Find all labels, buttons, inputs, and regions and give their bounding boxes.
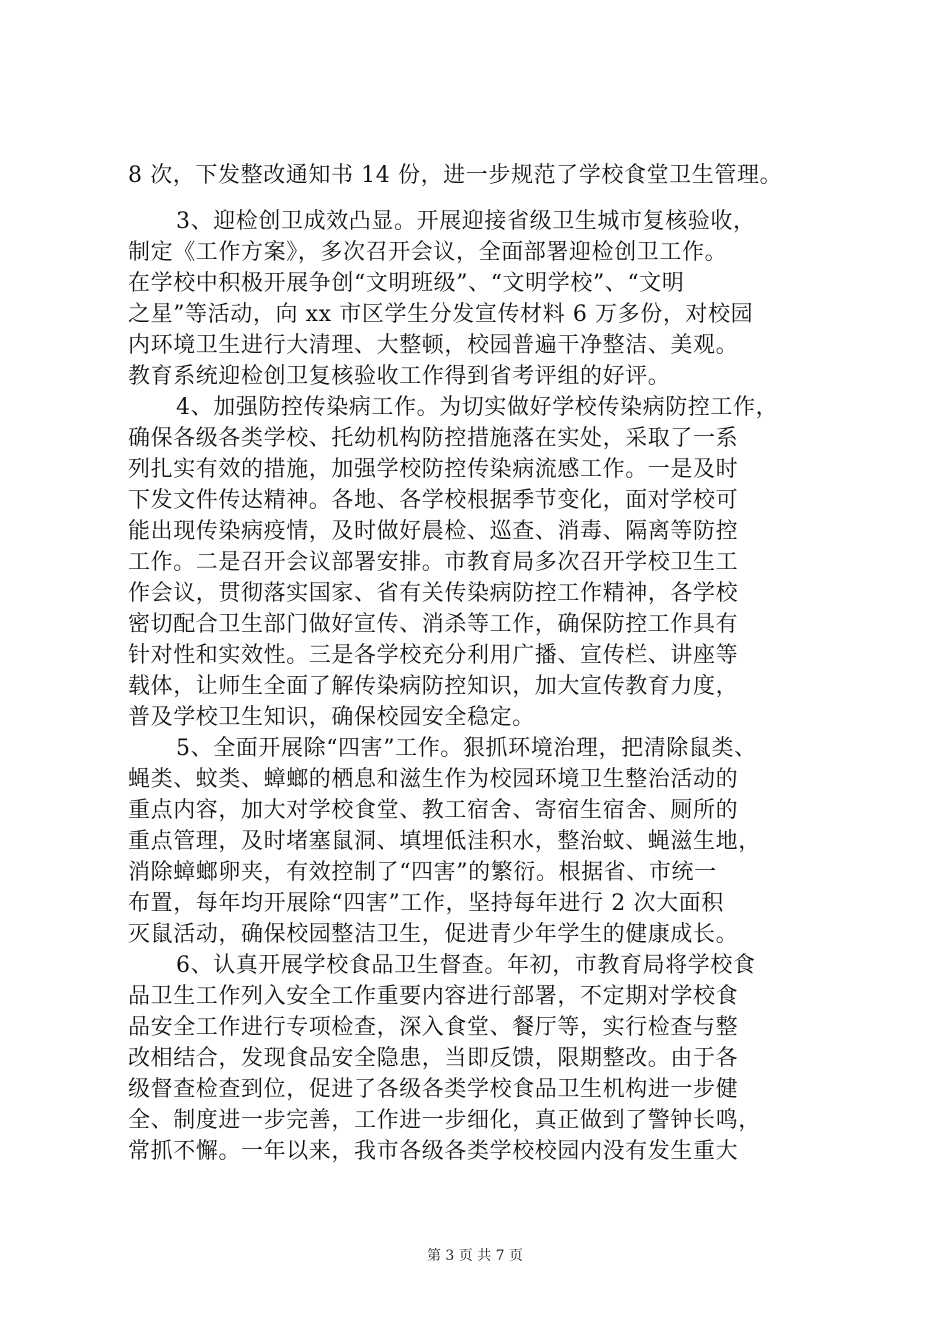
text-line: 重点内容，加大对学校食堂、教工宿舍、寄宿生宿舍、厕所的: [128, 798, 739, 823]
text-line: 确保各级各类学校、托幼机构防控措施落在实处，采取了一系: [128, 426, 739, 451]
paragraph-4-start: 4、加强防控传染病工作。为切实做好学校传染病防控工作，: [176, 395, 779, 420]
text-line: 消除蟑螂卵夹，有效控制了“四害”的繁衍。根据省、市统一: [128, 860, 717, 885]
text-line: 灭鼠活动，确保校园整洁卫生，促进青少年学生的健康成长。: [128, 922, 739, 947]
text-line: 改相结合，发现食品安全隐患，当即反馈，限期整改。由于各: [128, 1046, 739, 1071]
text-line: 载体，让师生全面了解传染病防控知识，加大宣传教育力度，: [128, 674, 739, 699]
paragraph-6-start: 6、认真开展学校食品卫生督查。年初，市教育局将学校食: [176, 953, 756, 978]
text-line: 内环境卫生进行大清理、大整顿，校园普遍干净整洁、美观。: [128, 333, 739, 358]
text-line: 密切配合卫生部门做好宣传、消杀等工作，确保防控工作具有: [128, 612, 739, 637]
text-line: 在学校中积极开展争创“文明班级”、“文明学校”、“文明: [128, 271, 685, 296]
paragraph-3-start: 3、迎检创卫成效凸显。开展迎接省级卫生城市复核验收，: [176, 209, 756, 234]
text-line: 品安全工作进行专项检查，深入食堂、餐厅等，实行检查与整: [128, 1015, 739, 1040]
text-line: 级督查检查到位，促进了各级各类学校食品卫生机构进一步健: [128, 1077, 739, 1102]
text-line: 下发文件传达精神。各地、各学校根据季节变化，面对学校可: [128, 488, 739, 513]
text-line: 制定《工作方案》，多次召开会议，全面部署迎检创卫工作。: [128, 240, 728, 265]
text-line: 工作。二是召开会议部署安排。市教育局多次召开学校卫生工: [128, 550, 739, 575]
text-line: 普及学校卫生知识，确保校园安全稳定。: [128, 705, 535, 730]
text-line: 教育系统迎检创卫复核验收工作得到省考评组的好评。: [128, 364, 671, 389]
text-line: 作会议，贯彻落实国家、省有关传染病防控工作精神，各学校: [128, 581, 739, 606]
text-line: 品卫生工作列入安全工作重要内容进行部署，不定期对学校食: [128, 984, 739, 1009]
text-line: 常抓不懈。一年以来，我市各级各类学校校园内没有发生重大: [128, 1139, 739, 1164]
text-line: 重点管理，及时堵塞鼠洞、填埋低洼积水，整治蚊、蝇滋生地，: [128, 829, 761, 854]
text-line: 针对性和实效性。三是各学校充分利用广播、宣传栏、讲座等: [128, 643, 739, 668]
text-line: 布置，每年均开展除“四害”工作，坚持每年进行 2 次大面积: [128, 891, 724, 916]
paragraph-5-start: 5、全面开展除“四害”工作。狠抓环境治理，把清除鼠类、: [176, 736, 757, 761]
text-line: 能出现传染病疫情，及时做好晨检、巡查、消毒、隔离等防控: [128, 519, 739, 544]
text-line: 8 次，下发整改通知书 14 份，进一步规范了学校食堂卫生管理。: [128, 163, 783, 188]
text-line: 之星”等活动，向 xx 市区学生分发宣传材料 6 万多份，对校园: [128, 302, 754, 327]
text-line: 全、制度进一步完善，工作进一步细化，真正做到了警钟长鸣，: [128, 1108, 761, 1133]
text-line: 列扎实有效的措施，加强学校防控传染病流感工作。一是及时: [128, 457, 739, 482]
page-footer: 第 3 页 共 7 页: [426, 1248, 524, 1264]
text-line: 蝇类、蚊类、蟑螂的栖息和滋生作为校园环境卫生整治活动的: [128, 767, 739, 792]
